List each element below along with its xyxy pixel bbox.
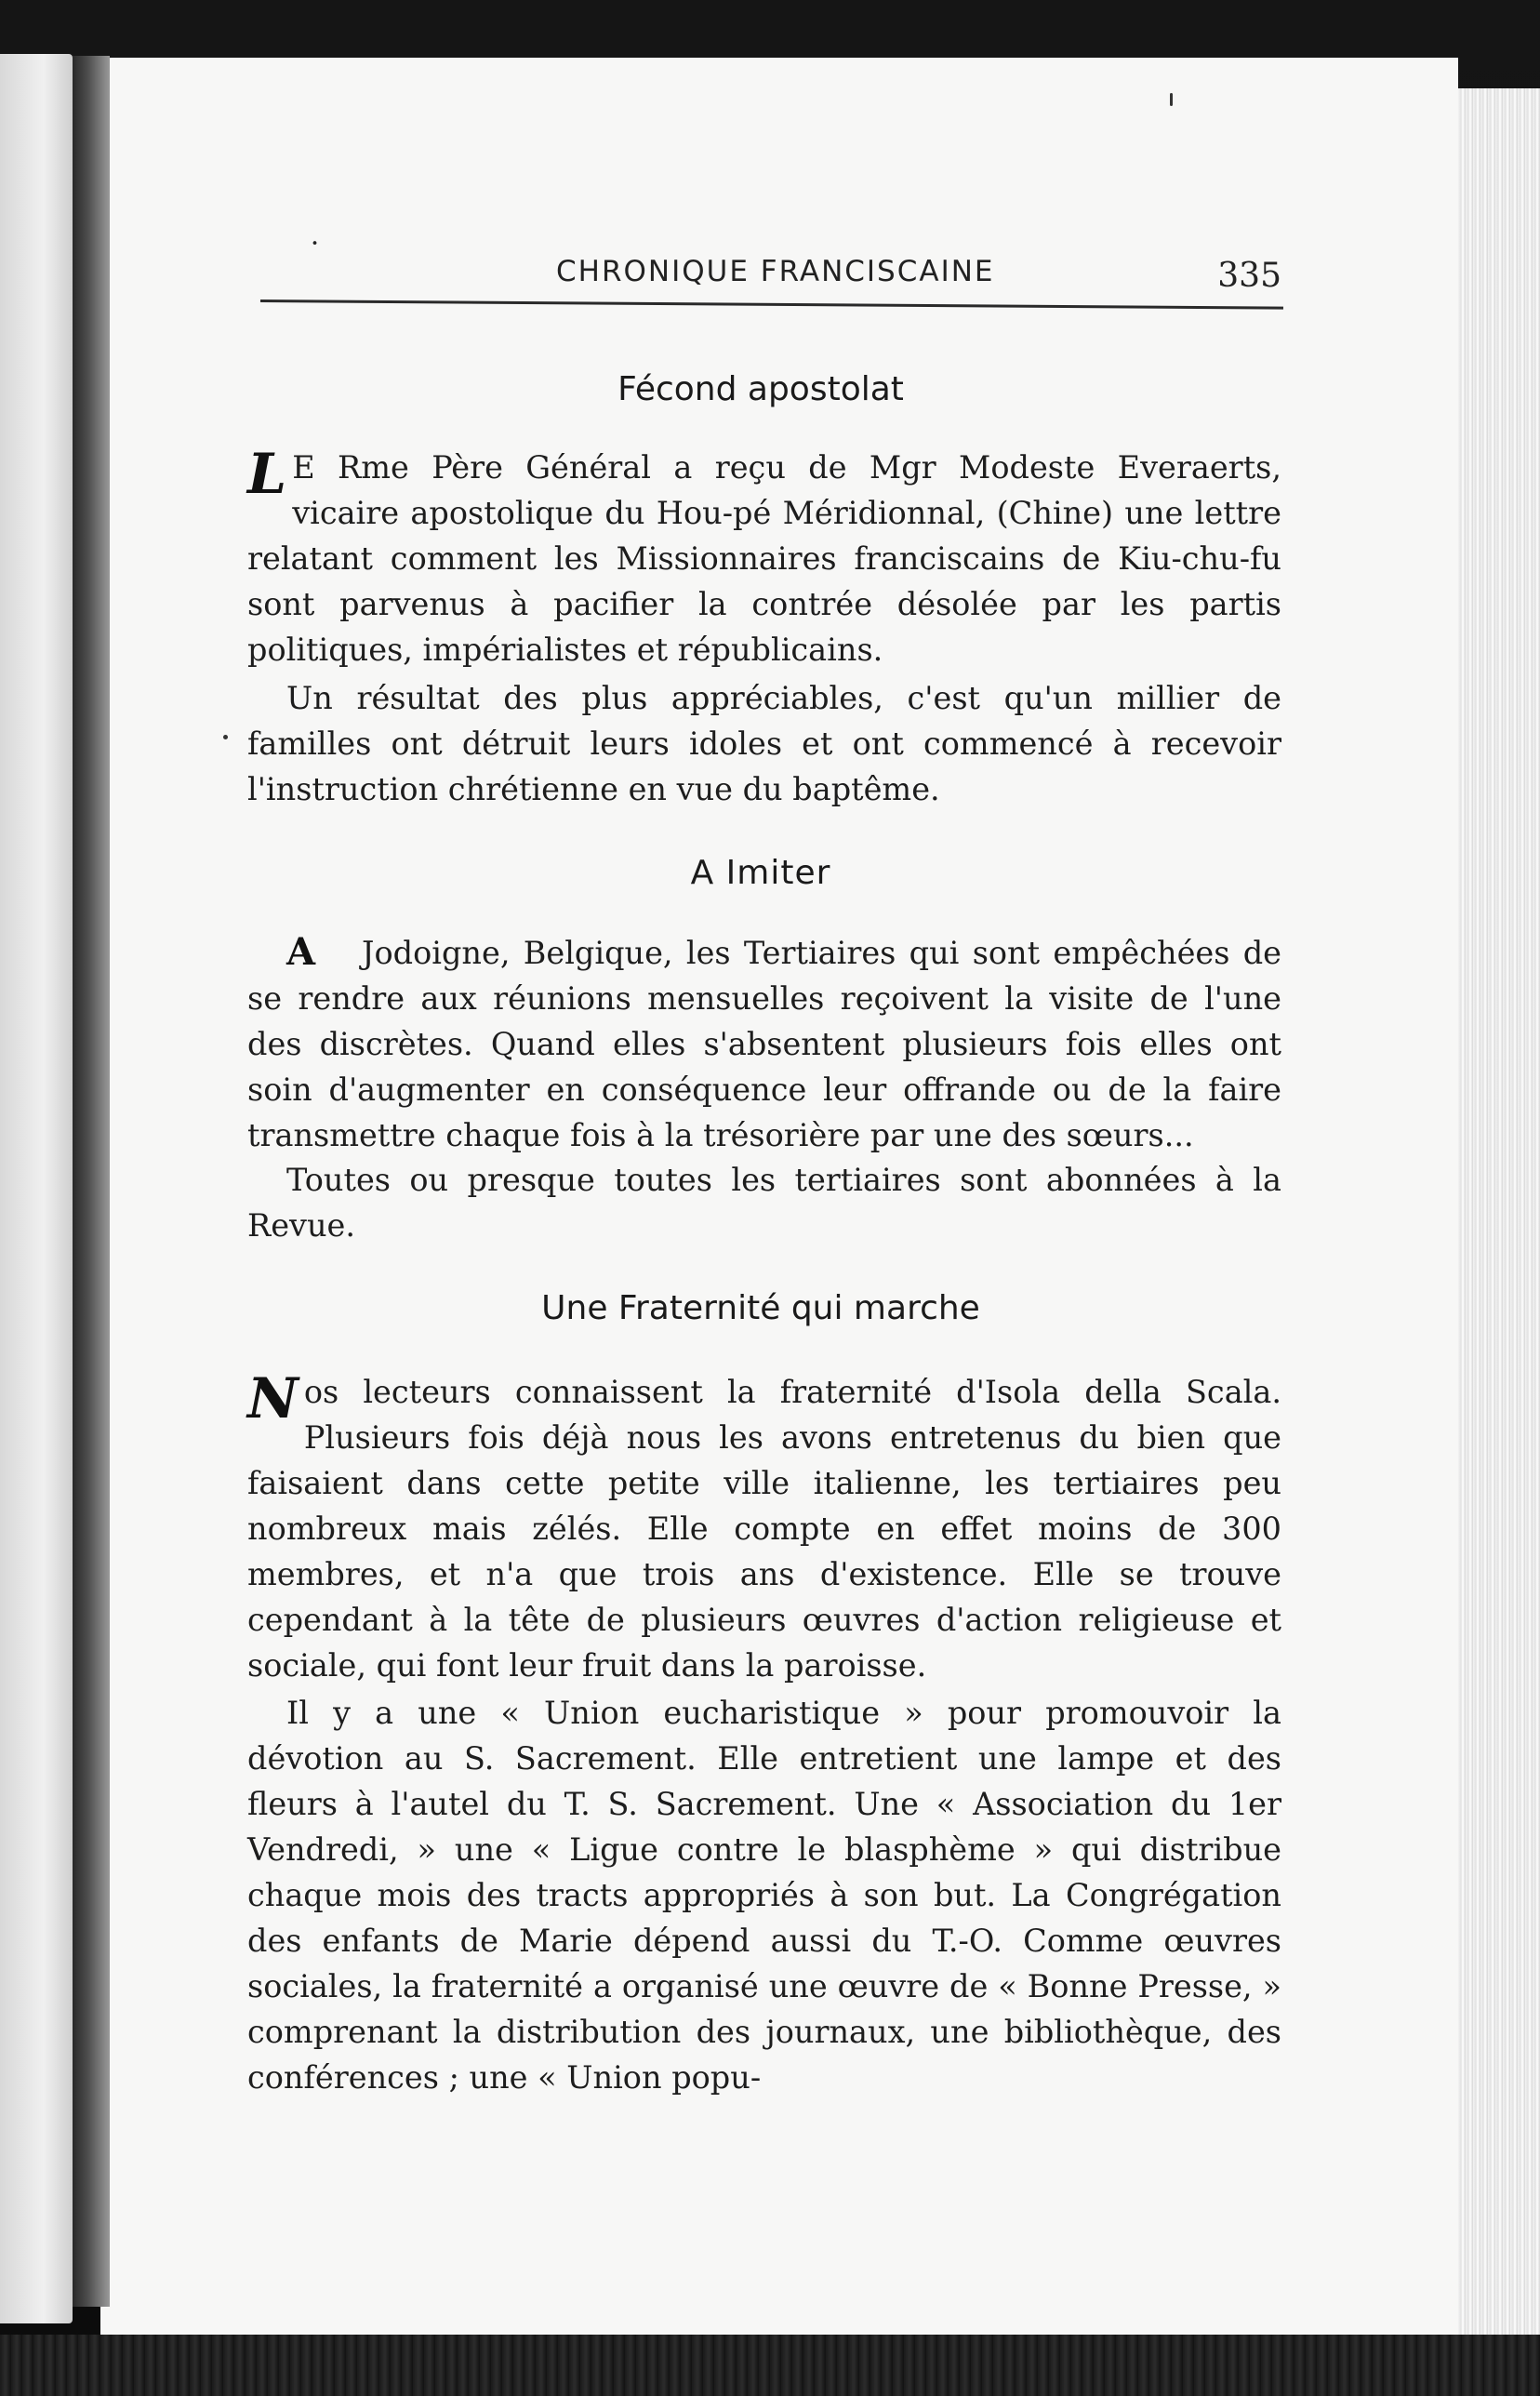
ink-mark: ˙ xyxy=(307,236,323,273)
paragraph: Un résultat des plus appréciables, c'est qu'un millier de familles ont détruit leurs idoles et ont commencé à recevoir l'instruction chrétienne en vue du baptême. xyxy=(247,680,1281,807)
paragraph-text: E Rme Père Général a reçu de Mgr Modeste Everaerts, vicaire apostolique du Hou-pé Méridionnal, (Chine) une lettre relatant comment les Missionnaires franciscains de Kiu-chu-fu sont parvenus à pacifier la contrée désolée par les partis politiques, impérialistes et républicains. xyxy=(247,449,1281,668)
paragraph xyxy=(247,1366,1281,1688)
gutter-shadow xyxy=(73,56,110,2307)
page-header xyxy=(240,236,1281,298)
drop-cap: N xyxy=(247,1366,299,1431)
section-title: A Imiter xyxy=(690,854,831,892)
ink-speck xyxy=(1170,93,1173,106)
section-title: Fécond apostolat xyxy=(617,370,904,408)
drop-cap: A xyxy=(286,930,316,974)
paragraph xyxy=(247,442,1281,672)
page-number: 335 xyxy=(1217,257,1281,295)
previous-page-edge xyxy=(0,54,73,2323)
paragraph: Il y a une « Union eucharistique » pour promouvoir la dévotion au S. Sacrement. Elle entretient une lampe et des fleurs à l'autel du T. S. Sacrement. Une « Association du 1er Vendredi, » une « Ligue contre le blasphème » qui distribue chaque mois des tracts appropriés à son but. La Congrégation des enfants de Marie dépend aussi du T.-O. Comme œuvres sociales, la fraternité a organisé une œuvre de « Bonne Presse, » comprenant la distribution des journaux, une bibliothèque, des conférences ; une « Union popu- xyxy=(247,1695,1281,2096)
page-stack-edge xyxy=(1451,88,1540,2339)
paragraph xyxy=(247,930,1281,1158)
paragraph-text: Jodoigne, Belgique, les Tertiaires qui sont empêchées de se rendre aux réunions mensuelles reçoivent la visite de l'une des discrètes. Quand elles s'absentent plusieurs fois elles ont soin d'augmenter en conséquence leur offrande ou de la faire transmettre chaque fois à la trésorière par une des sœurs... xyxy=(247,935,1281,1153)
bottom-scan-band xyxy=(0,2335,1540,2396)
section-title: Une Fraternité qui marche xyxy=(541,1289,980,1327)
running-head: CHRONIQUE FRANCISCAINE xyxy=(556,255,995,288)
drop-cap: L xyxy=(247,442,287,507)
paragraph-text: os lecteurs connaissent la fraternité d'Isola della Scala. Plusieurs fois déjà nous les avons entretenus du bien que faisaient dans cette petite ville italienne, les tertiaires peu nombreux mais zélés. Elle compte en effet moins de 300 membres, et n'a que trois ans d'existence. Elle se trouve cependant à la tête de plusieurs œuvres d'action religieuse et sociale, qui font leur fruit dans la paroisse. xyxy=(247,1374,1281,1684)
ink-speck xyxy=(223,735,228,739)
paragraph: Toutes ou presque toutes les tertiaires sont abonnées à la Revue. xyxy=(247,1162,1281,1244)
